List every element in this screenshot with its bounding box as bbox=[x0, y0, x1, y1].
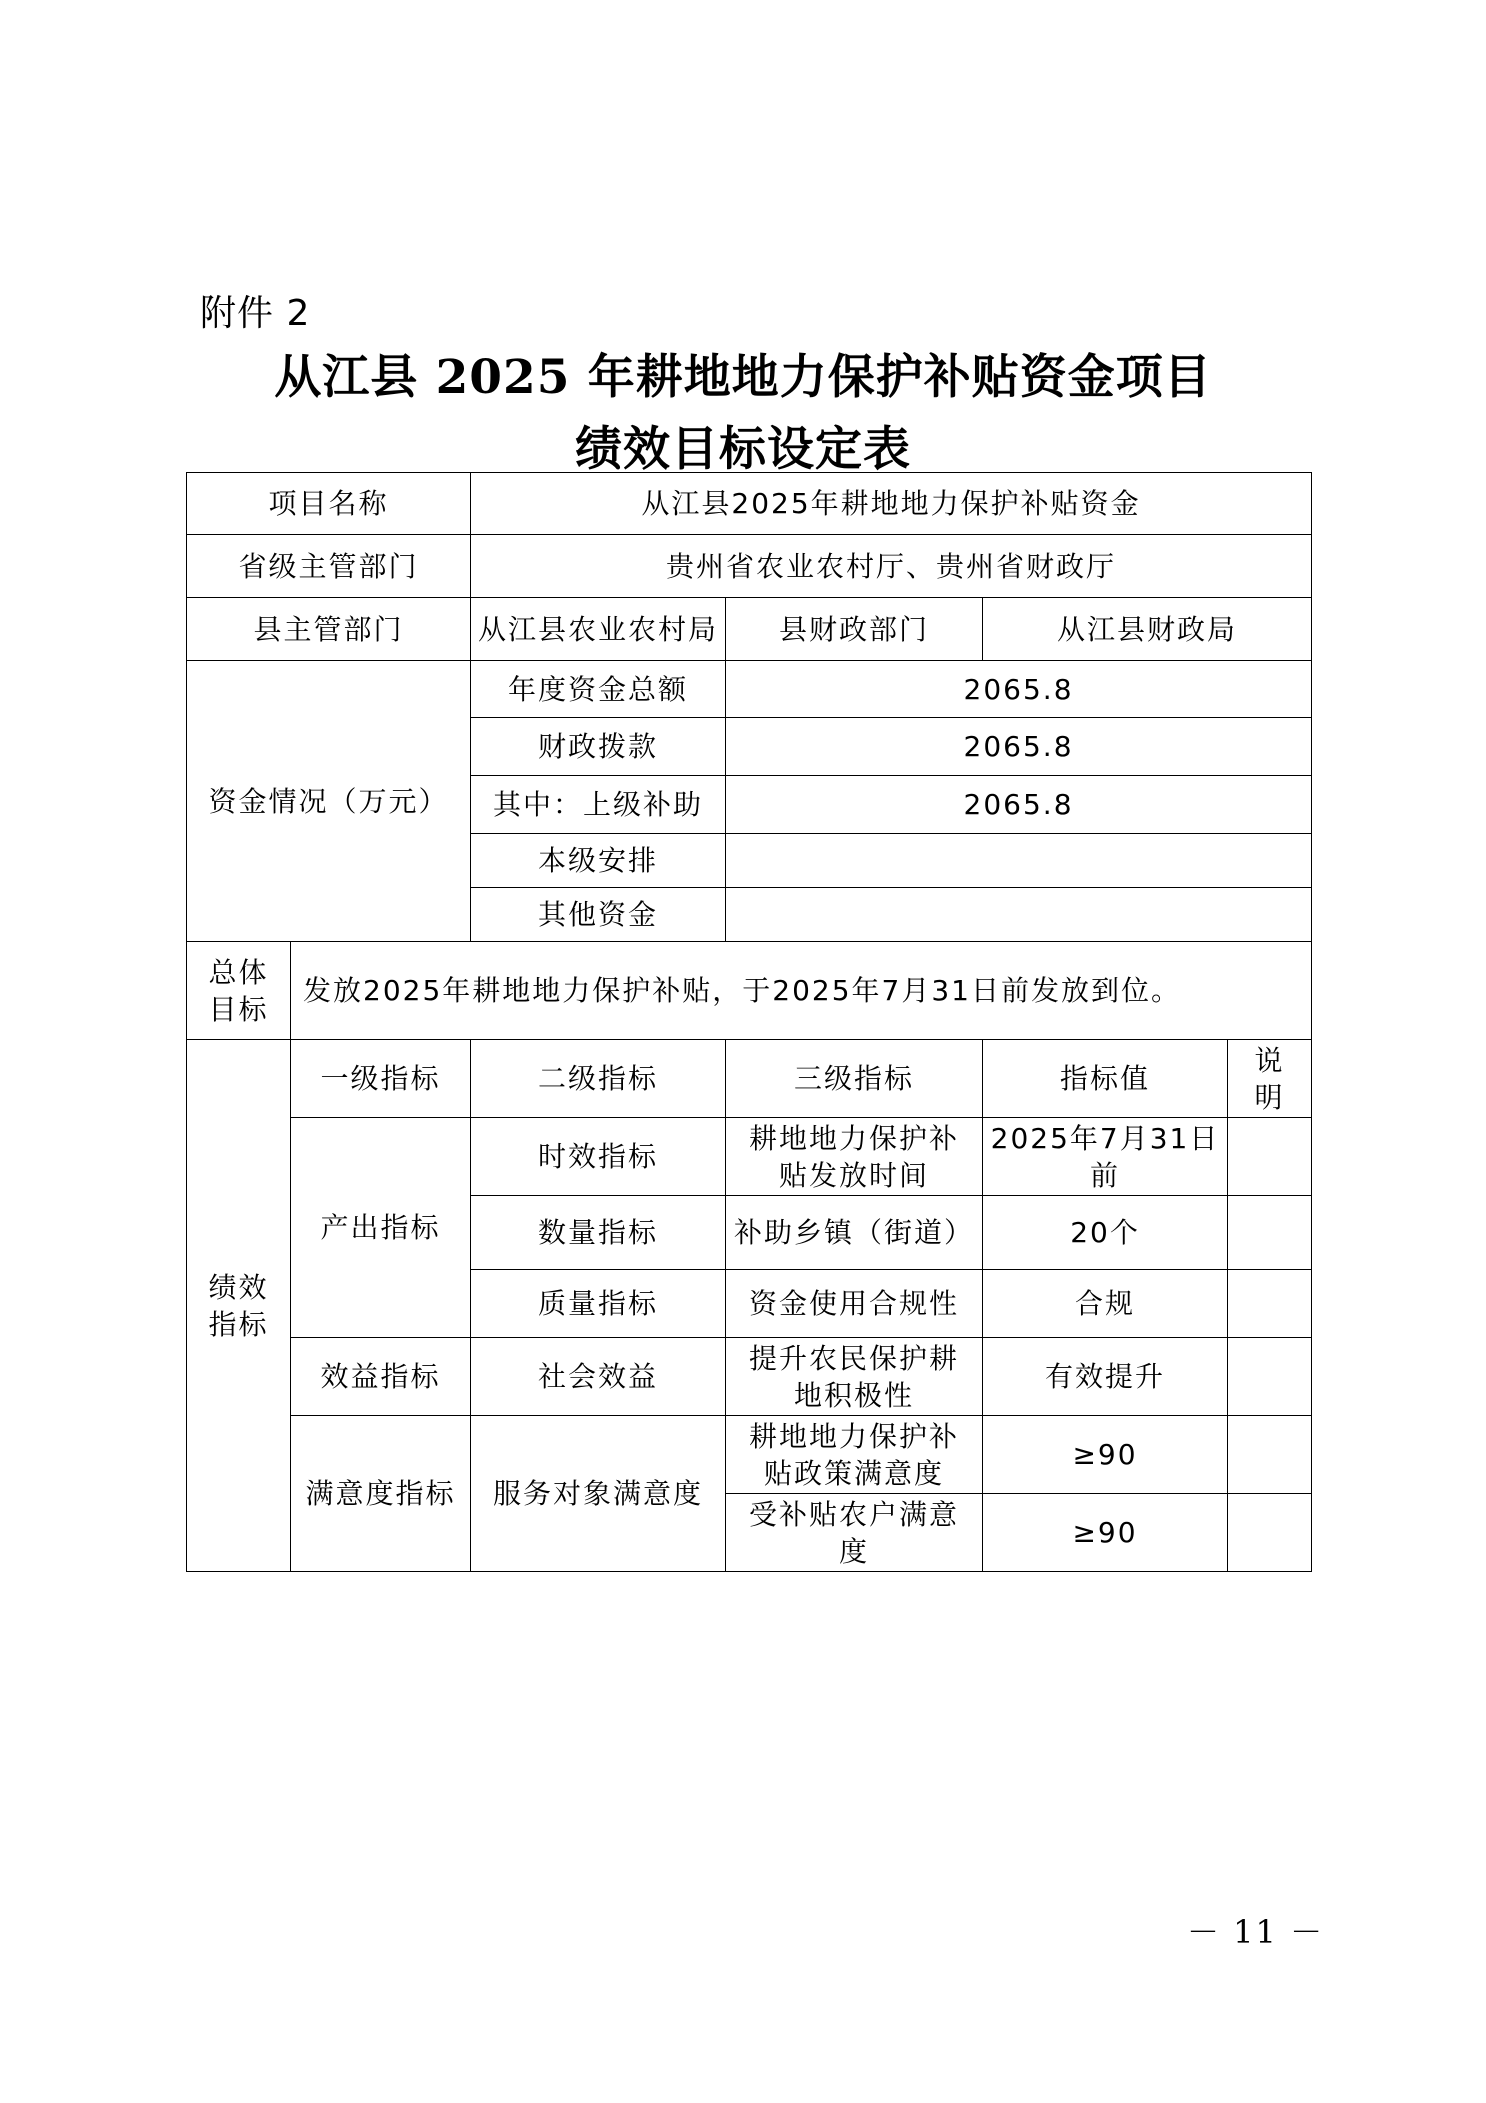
funds-row-value bbox=[726, 834, 1312, 888]
level3-cell: 资金使用合规性 bbox=[726, 1270, 983, 1338]
row-provincial-dept bbox=[187, 535, 1312, 598]
level2-cell: 数量指标 bbox=[471, 1196, 726, 1270]
note-cell bbox=[1228, 1494, 1312, 1572]
header-note-top: 说 bbox=[1254, 1043, 1285, 1077]
level3-line: 提升农民保护耕 bbox=[749, 1341, 960, 1375]
header-level1: 一级指标 bbox=[291, 1040, 471, 1118]
funds-row-label: 年度资金总额 bbox=[471, 661, 726, 718]
title-line-1: 从江县 2025 年耕地地力保护补贴资金项目 bbox=[274, 350, 1212, 405]
funds-label: 资金情况（万元） bbox=[187, 661, 471, 942]
level3-cell bbox=[726, 1494, 983, 1572]
note-cell bbox=[1228, 1196, 1312, 1270]
county-finance-value: 从江县财政局 bbox=[983, 598, 1312, 661]
level3-line: 耕地地力保护补 bbox=[749, 1419, 960, 1453]
note-cell bbox=[1228, 1338, 1312, 1416]
indicators-label-top: 绩效 bbox=[208, 1270, 269, 1304]
note-cell bbox=[1228, 1118, 1312, 1196]
indicators-label bbox=[187, 1040, 291, 1572]
level3-cell bbox=[726, 1416, 983, 1494]
overall-goal-text: 发放2025年耕地地力保护补贴，于2025年7月31日前发放到位。 bbox=[291, 942, 1312, 1040]
overall-goal-label-bottom: 目标 bbox=[208, 992, 269, 1026]
level2-cell: 服务对象满意度 bbox=[471, 1416, 726, 1572]
project-name-value: 从江县2025年耕地地力保护补贴资金 bbox=[471, 473, 1312, 535]
value-cell: 有效提升 bbox=[983, 1338, 1228, 1416]
overall-goal-label bbox=[187, 942, 291, 1040]
row-satisfaction-policy bbox=[187, 1416, 1312, 1494]
value-line: 前 bbox=[1090, 1158, 1121, 1192]
value-cell bbox=[983, 1118, 1228, 1196]
funds-row-label: 本级安排 bbox=[471, 834, 726, 888]
note-cell bbox=[1228, 1270, 1312, 1338]
level3-line: 贴发放时间 bbox=[779, 1158, 930, 1192]
funds-row-label: 财政拨款 bbox=[471, 718, 726, 776]
funds-row-value bbox=[726, 888, 1312, 942]
provincial-dept-label: 省级主管部门 bbox=[187, 535, 471, 598]
level3-line: 耕地地力保护补 bbox=[749, 1121, 960, 1155]
header-level3: 三级指标 bbox=[726, 1040, 983, 1118]
indicators-label-bottom: 指标 bbox=[208, 1307, 269, 1341]
funds-row-value: 2065.8 bbox=[726, 661, 1312, 718]
row-social-benefit bbox=[187, 1338, 1312, 1416]
header-level2: 二级指标 bbox=[471, 1040, 726, 1118]
row-overall-goal bbox=[187, 942, 1312, 1040]
level3-line: 受补贴农户满意 bbox=[749, 1497, 960, 1531]
group-satisfaction: 满意度指标 bbox=[291, 1416, 471, 1572]
level2-cell: 社会效益 bbox=[471, 1338, 726, 1416]
level2-cell: 质量指标 bbox=[471, 1270, 726, 1338]
county-dept-label: 县主管部门 bbox=[187, 598, 471, 661]
note-cell bbox=[1228, 1416, 1312, 1494]
group-benefit: 效益指标 bbox=[291, 1338, 471, 1416]
row-timeliness bbox=[187, 1118, 1312, 1196]
value-line: 2025年7月31日 bbox=[990, 1121, 1220, 1155]
county-finance-label: 县财政部门 bbox=[726, 598, 983, 661]
value-cell: 合规 bbox=[983, 1270, 1228, 1338]
group-output: 产出指标 bbox=[291, 1118, 471, 1338]
performance-target-table bbox=[186, 472, 1312, 1572]
overall-goal-label-top: 总体 bbox=[208, 955, 269, 989]
header-value: 指标值 bbox=[983, 1040, 1228, 1118]
value-cell: 20个 bbox=[983, 1196, 1228, 1270]
row-funds-total bbox=[187, 661, 1312, 718]
row-county-dept bbox=[187, 598, 1312, 661]
attachment-label: 附件 2 bbox=[200, 293, 311, 334]
project-name-label: 项目名称 bbox=[187, 473, 471, 535]
page-number: － 11 － bbox=[1187, 1913, 1325, 1951]
funds-row-label: 其中：上级补助 bbox=[471, 776, 726, 834]
row-indicator-header bbox=[187, 1040, 1312, 1118]
funds-row-value: 2065.8 bbox=[726, 776, 1312, 834]
row-project-name bbox=[187, 473, 1312, 535]
value-cell: ≥90 bbox=[983, 1494, 1228, 1572]
level3-cell: 补助乡镇（街道） bbox=[726, 1196, 983, 1270]
level3-cell bbox=[726, 1118, 983, 1196]
funds-row-label: 其他资金 bbox=[471, 888, 726, 942]
header-note-bottom: 明 bbox=[1254, 1080, 1285, 1114]
level3-line: 贴政策满意度 bbox=[764, 1456, 945, 1490]
level3-line: 度 bbox=[839, 1534, 870, 1568]
header-note bbox=[1228, 1040, 1312, 1118]
county-dept-value: 从江县农业农村局 bbox=[471, 598, 726, 661]
provincial-dept-value: 贵州省农业农村厅、贵州省财政厅 bbox=[471, 535, 1312, 598]
level3-line: 地积极性 bbox=[794, 1378, 915, 1412]
value-cell: ≥90 bbox=[983, 1416, 1228, 1494]
title-line-2: 绩效目标设定表 bbox=[575, 422, 911, 477]
level3-cell bbox=[726, 1338, 983, 1416]
funds-row-value: 2065.8 bbox=[726, 718, 1312, 776]
level2-cell: 时效指标 bbox=[471, 1118, 726, 1196]
